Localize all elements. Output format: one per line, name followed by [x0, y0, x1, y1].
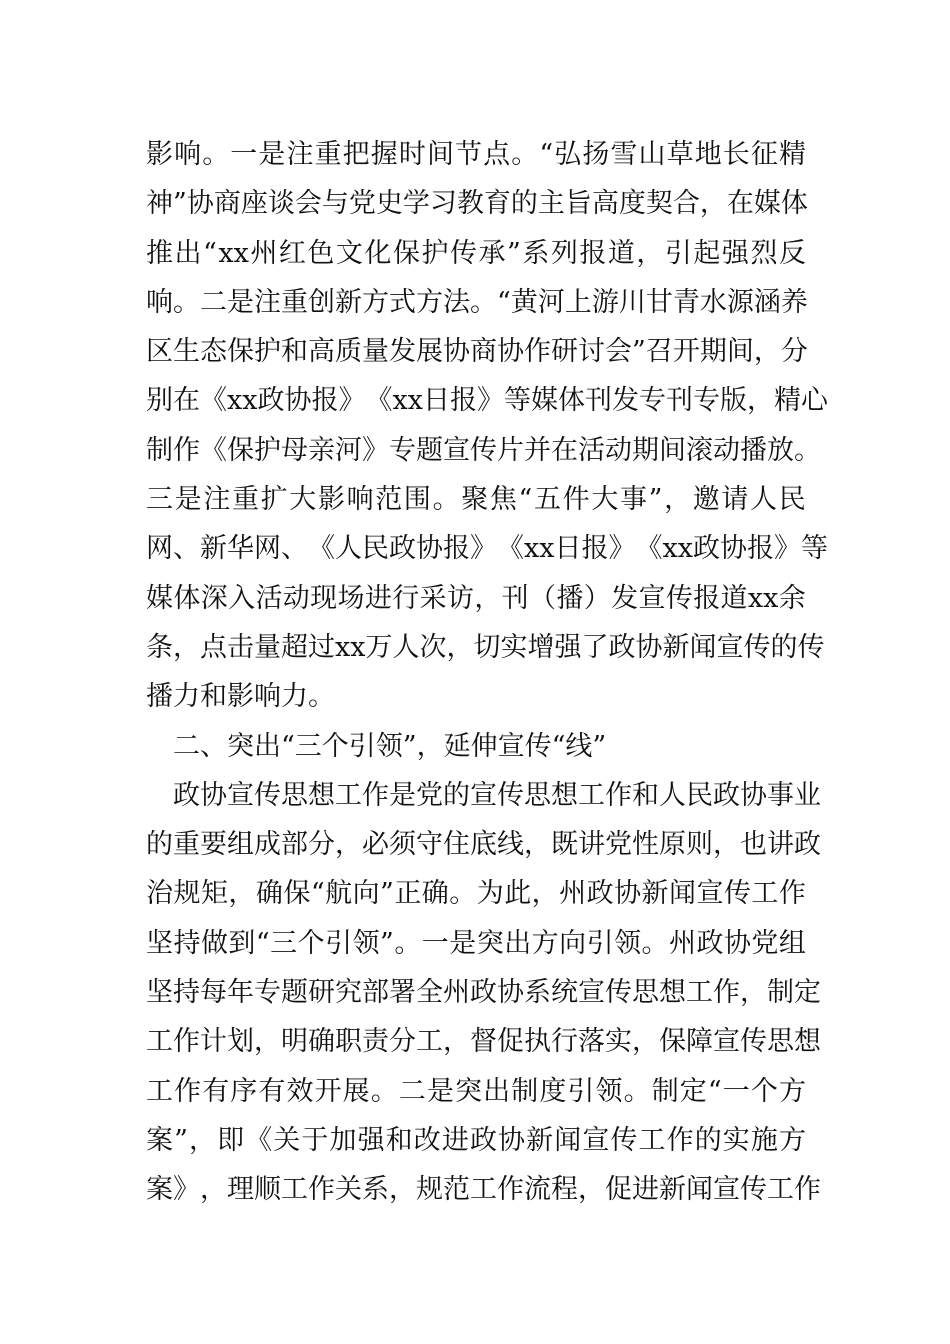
text-line: 媒 体 深 入 活 动 现 场 进 行 采 访 ， 刊 （ 播 ） 发 宣 传 报 道 xx 余	[146, 582, 806, 614]
text-line: 的 重 要 组 成 部 分 ， 必 须 守 住 底 线 ， 既 讲 党 性 原 则 ， 也 讲 政	[146, 829, 821, 861]
text-line: 三 是 注 重 扩 大 影 响 范 围 。 聚 焦 “ 五 件 大 事 ” ， 邀 请 人 民	[146, 484, 806, 516]
text-line: 播力和影响力。	[146, 681, 335, 713]
text-line: 政 协 宣 传 思 想 工 作 是 党 的 宣 传 思 想 工 作 和 人 民 政 协 事 业	[173, 779, 821, 811]
section-heading: 二、突出“三个引领”，延伸宣传“线”	[173, 730, 607, 762]
text-line: 条 ， 点 击 量 超 过 xx 万 人 次 ， 切 实 增 强 了 政 协 新 闻 宣 传 的 传	[146, 631, 825, 663]
text-line: 工 作 有 序 有 效 开 展 。 二 是 突 出 制 度 引 领 。 制 定 “ 一 个 方	[146, 1075, 806, 1107]
text-line: 影 响 。 一 是 注 重 把 握 时 间 节 点 。 “ 弘 扬 雪 山 草 地 长 征 精	[146, 139, 806, 170]
text-line: 治 规 矩 ， 确 保 “ 航 向 ” 正 确 。 为 此 ， 州 政 协 新 闻 宣 传 工 作	[146, 878, 806, 910]
text-line: 神 ” 协 商 座 谈 会 与 党 史 学 习 教 育 的 主 旨 高 度 契 合 ， 在 媒 体	[146, 188, 808, 220]
text-line: 坚 持 做 到 “ 三 个 引 领 ” 。 一 是 突 出 方 向 引 领 。 州 政 协 党 组	[146, 927, 806, 959]
text-line: 制 作 《 保 护 母 亲 河 》 专 题 宣 传 片 并 在 活 动 期 间 滚 动 播 放 。	[146, 434, 821, 466]
document-body	[146, 130, 828, 1215]
text-line: 工 作 计 划 ， 明 确 职 责 分 工 ， 督 促 执 行 落 实 ， 保 障 宣 传 思 想	[146, 1026, 821, 1058]
text-line: 推 出 “ xx 州 红 色 文 化 保 护 传 承 ” 系 列 报 道 ， 引 起 强 烈 反	[146, 237, 806, 269]
text-line: 网 、 新 华 网 、 《 人 民 政 协 报 》 《 xx 日 报 》 《 xx 政 协 报 》 等	[146, 533, 828, 565]
text-line: 响 。 二 是 注 重 创 新 方 式 方 法 。 “ 黄 河 上 游 川 甘 青 水 源 涵 养	[146, 286, 808, 318]
text-line: 别 在 《 xx 政 协 报 》 《 xx 日 报 》 等 媒 体 刊 发 专 刊 专 版 ， 精 心	[146, 385, 828, 417]
text-line: 案 ” ， 即 《 关 于 加 强 和 改 进 政 协 新 闻 宣 传 工 作 的 实 施 方	[146, 1124, 806, 1156]
text-line: 坚 持 每 年 专 题 研 究 部 署 全 州 政 协 系 统 宣 传 思 想 工 作 ， 制 定	[146, 977, 821, 1009]
text-line: 案 》 ， 理 顺 工 作 关 系 ， 规 范 工 作 流 程 ， 促 进 新 闻 宣 传 工 作	[146, 1174, 821, 1206]
text-line: 区 生 态 保 护 和 高 质 量 发 展 协 商 协 作 研 讨 会 ” 召 开 期 间 ， 分	[146, 336, 808, 368]
